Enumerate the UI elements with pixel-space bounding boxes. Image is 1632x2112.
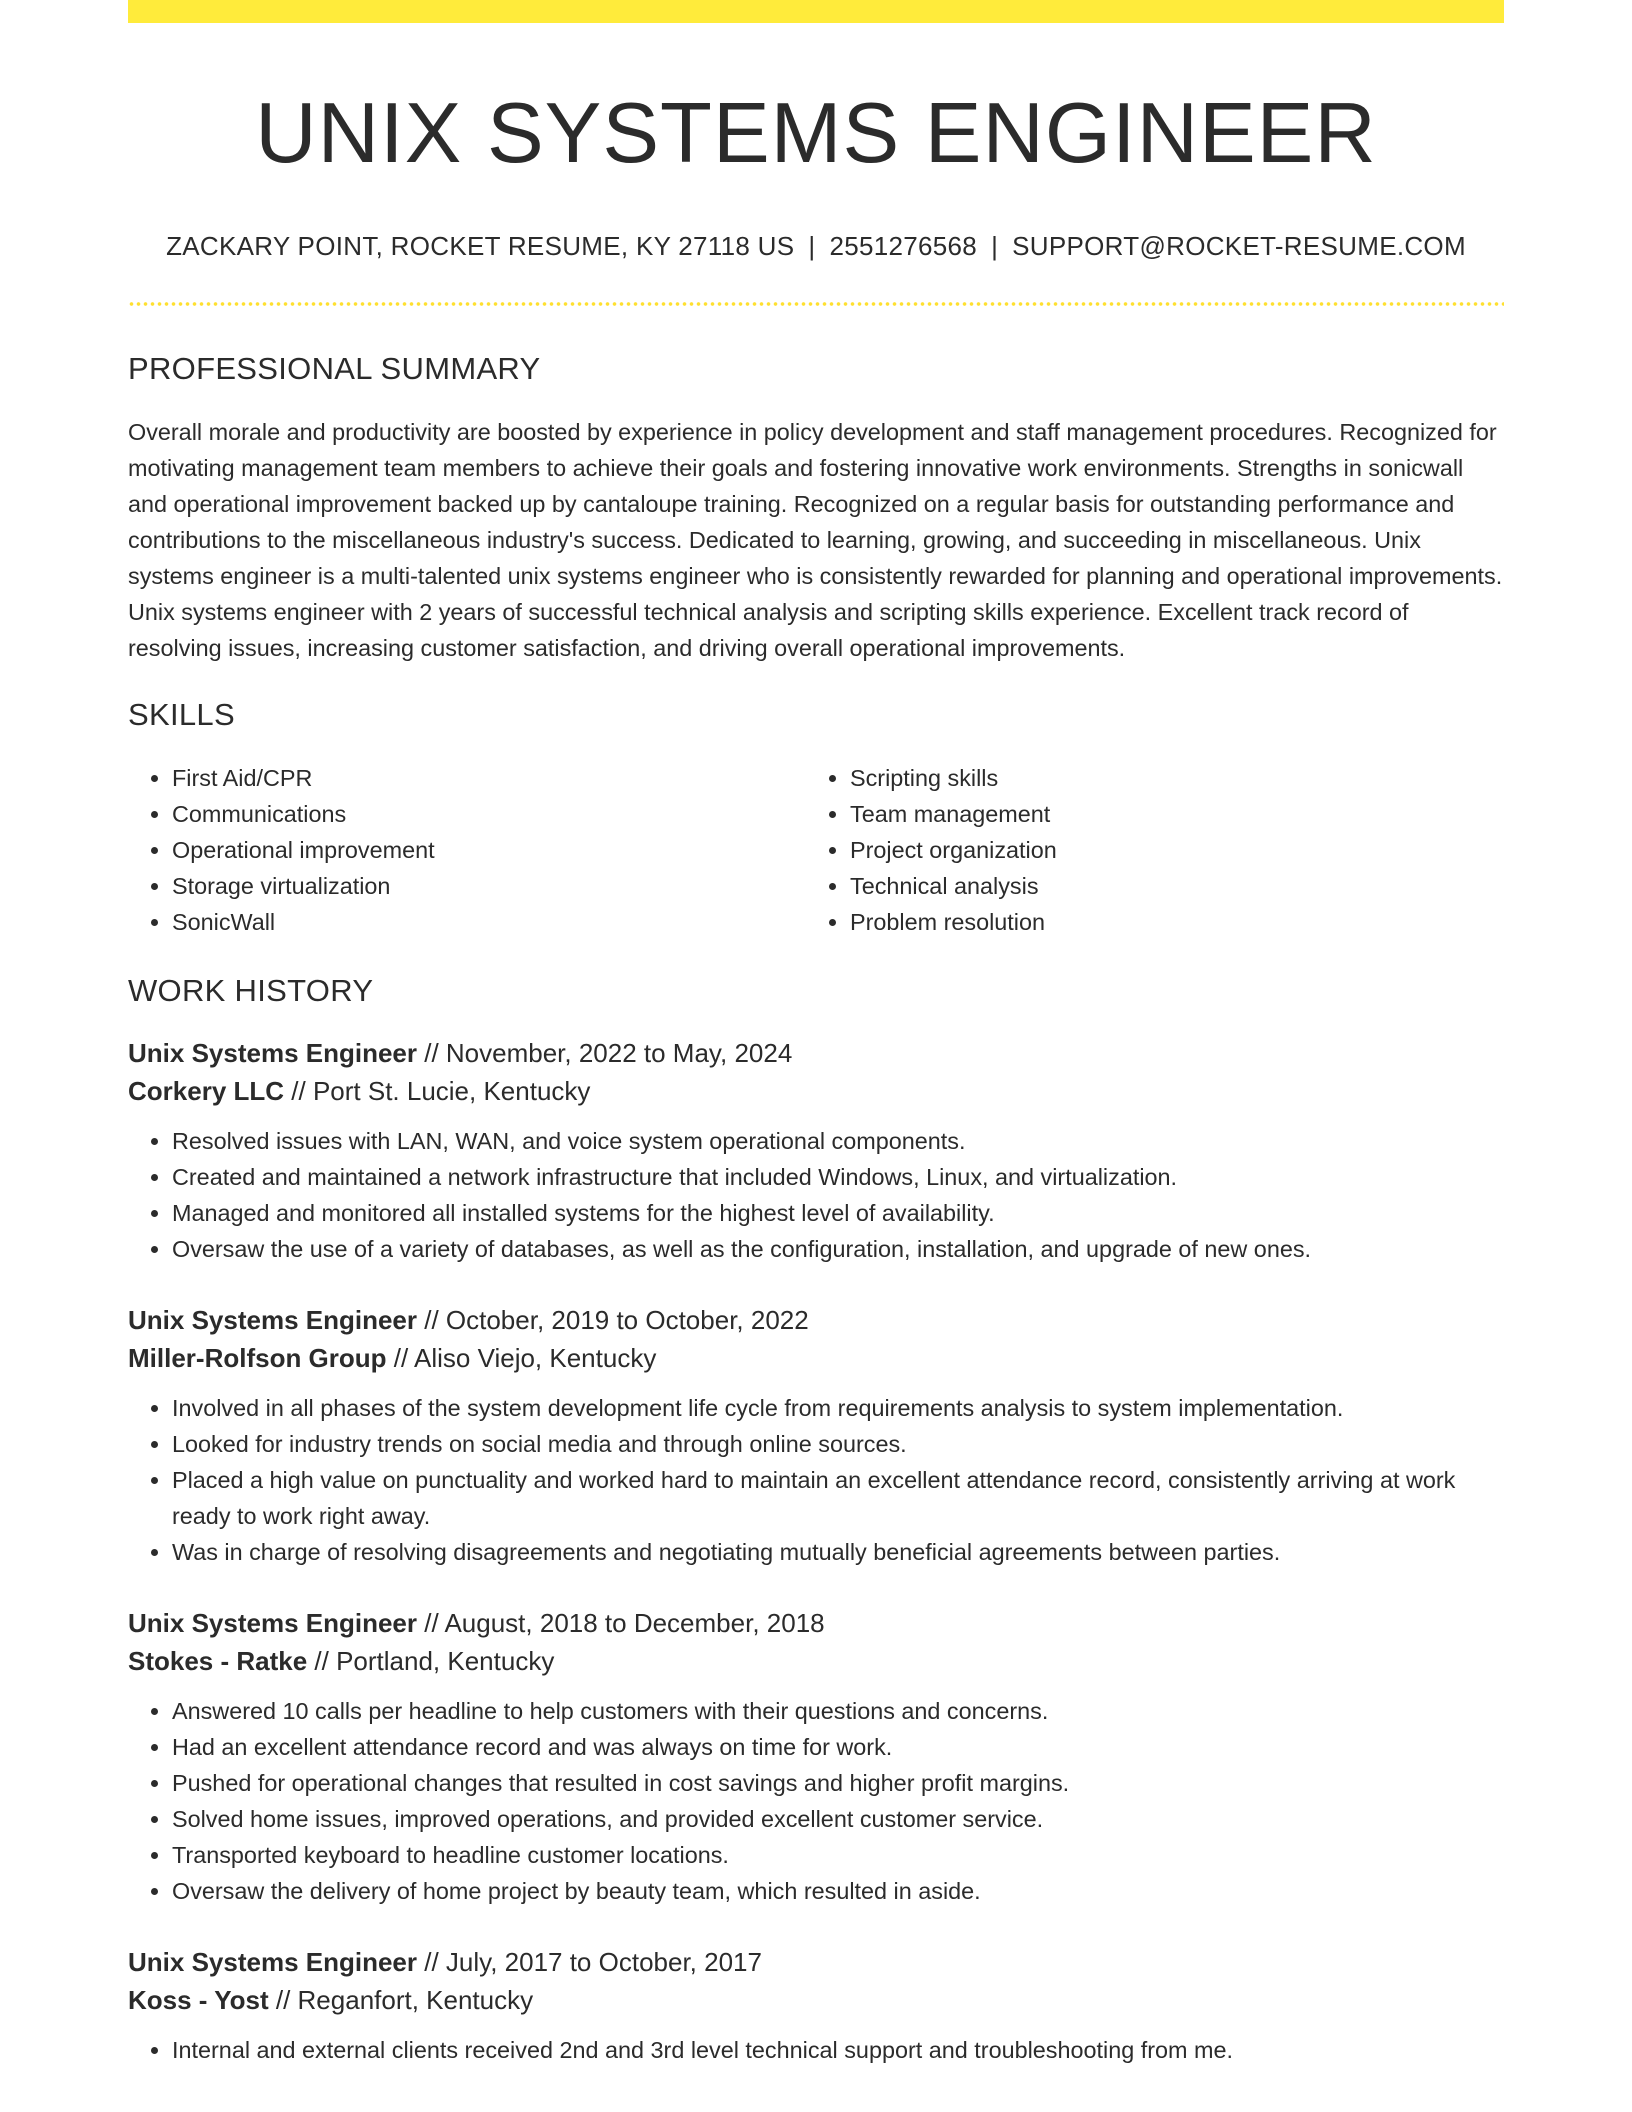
skill-item: • First Aid/CPR bbox=[172, 760, 806, 796]
skills-heading: SKILLS bbox=[128, 697, 235, 733]
job-role: Unix Systems Engineer bbox=[128, 1946, 417, 1977]
contact-phone[interactable]: 2551276568 bbox=[829, 231, 978, 261]
summary-heading: PROFESSIONAL SUMMARY bbox=[128, 351, 541, 387]
job-location: // Portland, Kentucky bbox=[307, 1645, 555, 1676]
job-dates: // October, 2019 to October, 2022 bbox=[417, 1304, 809, 1335]
job-bullet: • Resolved issues with LAN, WAN, and voice system operational components. bbox=[172, 1123, 1504, 1159]
job-role: Unix Systems Engineer bbox=[128, 1037, 417, 1068]
job-company-line bbox=[128, 1339, 1504, 1377]
job-bullet: • Internal and external clients received 2nd and 3rd level technical support and troubleshooting from me. bbox=[172, 2032, 1504, 2068]
job-bullets bbox=[128, 2032, 1504, 2068]
job-entry bbox=[128, 1034, 1504, 1267]
job-bullet: • Had an excellent attendance record and was always on time for work. bbox=[172, 1729, 1504, 1765]
skills-list bbox=[128, 760, 1504, 940]
skill-item: • Problem resolution bbox=[850, 904, 1484, 940]
contact-line bbox=[128, 231, 1504, 262]
job-company-line bbox=[128, 1642, 1504, 1680]
skill-item: • Operational improvement bbox=[172, 832, 806, 868]
job-bullet: • Pushed for operational changes that resulted in cost savings and higher profit margins. bbox=[172, 1765, 1504, 1801]
job-dates: // July, 2017 to October, 2017 bbox=[417, 1946, 762, 1977]
job-bullet: • Oversaw the delivery of home project by beauty team, which resulted in aside. bbox=[172, 1873, 1504, 1909]
skill-item: • Communications bbox=[172, 796, 806, 832]
job-bullet: • Was in charge of resolving disagreements and negotiating mutually beneficial agreements between parties. bbox=[172, 1534, 1504, 1570]
job-bullet: • Placed a high value on punctuality and worked hard to maintain an excellent attendance record, consistently arriving at work ready to work right away. bbox=[172, 1462, 1504, 1534]
job-bullet: • Looked for industry trends on social media and through online sources. bbox=[172, 1426, 1504, 1462]
job-bullet: • Answered 10 calls per headline to help customers with their questions and concerns. bbox=[172, 1693, 1504, 1729]
job-bullets bbox=[128, 1123, 1504, 1267]
job-company-line bbox=[128, 1981, 1504, 2019]
job-company: Miller-Rolfson Group bbox=[128, 1342, 387, 1373]
job-role-line bbox=[128, 1034, 1504, 1072]
resume-page bbox=[128, 0, 1504, 2068]
job-entry bbox=[128, 1301, 1504, 1570]
resume-name: UNIX SYSTEMS ENGINEER bbox=[255, 86, 1377, 181]
job-role: Unix Systems Engineer bbox=[128, 1607, 417, 1638]
skills-column-left bbox=[128, 760, 806, 940]
skill-item: • Storage virtualization bbox=[172, 868, 806, 904]
job-bullet: • Created and maintained a network infrastructure that included Windows, Linux, and virtualization. bbox=[172, 1159, 1504, 1195]
job-location: // Aliso Viejo, Kentucky bbox=[386, 1342, 657, 1373]
skill-item: • Project organization bbox=[850, 832, 1484, 868]
job-bullets bbox=[128, 1390, 1504, 1570]
job-entry bbox=[128, 1604, 1504, 1909]
job-dates: // November, 2022 to May, 2024 bbox=[417, 1037, 793, 1068]
contact-address: ZACKARY POINT, ROCKET RESUME, KY 27118 US bbox=[166, 231, 795, 261]
job-company-line bbox=[128, 1072, 1504, 1110]
contact-separator: | bbox=[991, 231, 999, 261]
dotted-divider bbox=[128, 302, 1504, 306]
job-company: Stokes - Ratke bbox=[128, 1645, 308, 1676]
skill-item: • SonicWall bbox=[172, 904, 806, 940]
work-history-heading: WORK HISTORY bbox=[128, 972, 374, 1008]
contact-separator: | bbox=[808, 231, 816, 261]
job-company: Koss - Yost bbox=[128, 1984, 269, 2015]
job-bullet: • Transported keyboard to headline customer locations. bbox=[172, 1837, 1504, 1873]
job-bullet: • Solved home issues, improved operations, and provided excellent customer service. bbox=[172, 1801, 1504, 1837]
job-entry bbox=[128, 1943, 1504, 2068]
contact-email[interactable]: SUPPORT@ROCKET-RESUME.COM bbox=[1012, 231, 1466, 261]
skill-item: • Team management bbox=[850, 796, 1484, 832]
job-role: Unix Systems Engineer bbox=[128, 1304, 417, 1335]
job-role-line bbox=[128, 1943, 1504, 1981]
job-location: // Port St. Lucie, Kentucky bbox=[284, 1075, 591, 1106]
job-dates: // August, 2018 to December, 2018 bbox=[417, 1607, 825, 1638]
skills-column-right bbox=[806, 760, 1484, 940]
accent-top-bar bbox=[128, 0, 1504, 23]
job-company: Corkery LLC bbox=[128, 1075, 285, 1106]
job-role-line bbox=[128, 1301, 1504, 1339]
job-role-line bbox=[128, 1604, 1504, 1642]
job-bullet: • Involved in all phases of the system development life cycle from requirements analysis to system implementation. bbox=[172, 1390, 1504, 1426]
job-bullet: • Managed and monitored all installed systems for the highest level of availability. bbox=[172, 1195, 1504, 1231]
summary-text: Overall morale and productivity are boosted by experience in policy development and staff management procedures. Recognized for motivating management team members to achieve their goals and fostering innovative work environments. Strengths in sonicwall and operational improvement backed up by cantaloupe training. Recognized on a regular basis for outstanding performance and contributions to the miscellaneous industry's success. Dedicated to learning, growing, and succeeding in miscellaneous. Unix systems engineer is a multi-talented unix systems engineer who is consistently rewarded for planning and operational improvements. Unix systems engineer with 2 years of successful technical analysis and scripting skills experience. Excellent track record of resolving issues, increasing customer satisfaction, and driving overall operational improvements. bbox=[128, 419, 1503, 662]
skill-item: • Scripting skills bbox=[850, 760, 1484, 796]
job-bullets bbox=[128, 1693, 1504, 1909]
skill-item: • Technical analysis bbox=[850, 868, 1484, 904]
job-location: // Reganfort, Kentucky bbox=[268, 1984, 534, 2015]
job-bullet: • Oversaw the use of a variety of databases, as well as the configuration, installation, and upgrade of new ones. bbox=[172, 1231, 1504, 1267]
